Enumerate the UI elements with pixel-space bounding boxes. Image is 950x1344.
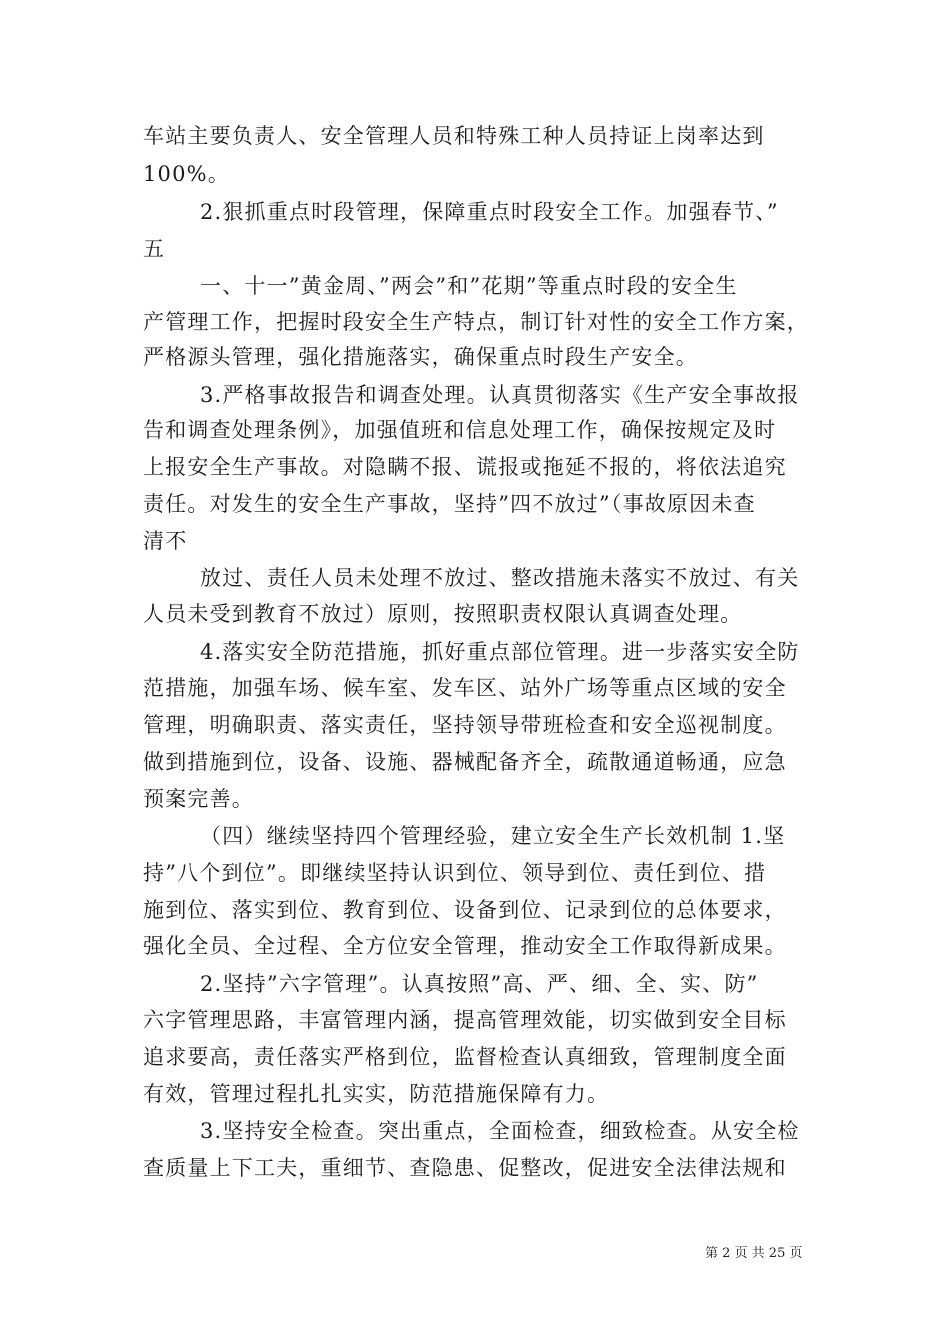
text-line: 3.严格事故报告和调查处理。认真贯彻落实《生产安全事故报 xyxy=(200,383,800,407)
text-line: 4.落实安全防范措施，抓好重点部位管理。进一步落实安全防 xyxy=(200,640,800,664)
text-line: 清不 xyxy=(143,529,188,553)
text-line: 追求要高，责任落实严格到位，监督检查认真细致，管理制度全面 xyxy=(143,1045,787,1069)
text-line: （四）继续坚持四个管理经验，建立安全生产长效机制 1.坚 xyxy=(200,824,786,848)
text-line: 责任。对发生的安全生产事故，坚持”四不放过”（事故原因未查 xyxy=(143,492,756,516)
text-line: 持”八个到位”。即继续坚持认识到位、领导到位、责任到位、措 xyxy=(143,861,767,885)
text-line: 查质量上下工夫，重细节、查隐患、促整改，促进安全法律法规和 xyxy=(143,1156,787,1180)
text-line: 五 xyxy=(143,237,166,261)
text-line: 做到措施到位，设备、设施、器械配备齐全，疏散通道畅通，应急 xyxy=(143,750,787,774)
text-line: 3.坚持安全检查。突出重点，全面检查，细致检查。从安全检 xyxy=(200,1119,800,1143)
text-line: 一、十一”黄金周、”两会”和”花期”等重点时段的安全生 xyxy=(200,274,738,298)
text-line: 有效，管理过程扎扎实实，防范措施保障有力。 xyxy=(143,1082,610,1106)
text-line: 施到位、落实到位、教育到位、设备到位、记录到位的总体要求， xyxy=(143,898,787,922)
text-line: 人员未受到教育不放过）原则，按照职责权限认真调查处理。 xyxy=(143,602,743,626)
text-line: 管理，明确职责、落实责任，坚持领导带班检查和安全巡视制度。 xyxy=(143,713,787,737)
text-line: 产管理工作，把握时段安全生产特点，制订针对性的安全工作方案， xyxy=(143,310,809,334)
text-line: 上报安全生产事故。对隐瞒不报、谎报或拖延不报的，将依法追究 xyxy=(143,455,787,479)
text-line: 2.狠抓重点时段管理，保障重点时段安全工作。加强春节、” xyxy=(200,200,779,224)
text-line: 六字管理思路，丰富管理内涵，提高管理效能，切实做到安全目标 xyxy=(143,1008,787,1032)
text-line: 强化全员、全过程、全方位安全管理，推动安全工作取得新成果。 xyxy=(143,934,787,958)
text-line: 2.坚持”六字管理”。认真按照”高、严、细、全、实、防” xyxy=(200,972,759,996)
text-line: 预案完善。 xyxy=(143,787,254,811)
text-line: 车站主要负责人、安全管理人员和特殊工种人员持证上岗率达到 xyxy=(143,124,765,148)
text-line: 100%。 xyxy=(143,162,231,186)
text-line: 放过、责任人员未处理不放过、整改措施未落实不放过、有关 xyxy=(200,566,800,590)
page-number-footer: 第 2 页 共 25 页 xyxy=(705,1246,803,1261)
text-line: 严格源头管理，强化措施落实，确保重点时段生产安全。 xyxy=(143,345,698,369)
text-line: 告和调查处理条例》，加强值班和信息处理工作，确保按规定及时 xyxy=(143,418,777,442)
text-line: 范措施，加强车场、候车室、发车区、站外广场等重点区域的安全 xyxy=(143,676,787,700)
